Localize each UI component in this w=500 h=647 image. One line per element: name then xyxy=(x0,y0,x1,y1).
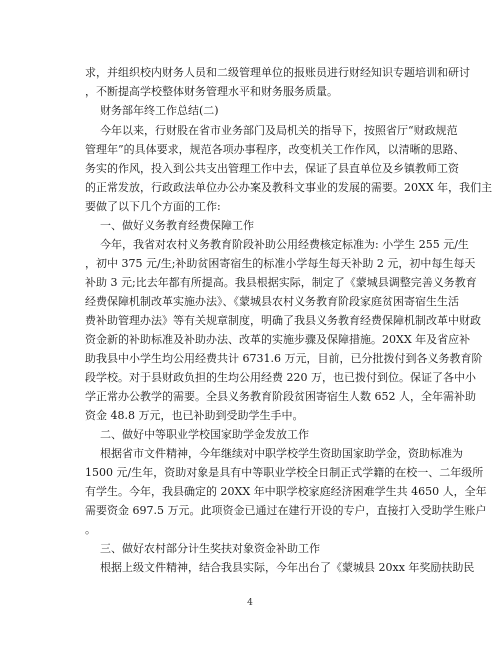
text-line: 。 xyxy=(85,523,96,536)
text-line: 要做了以下几个方面的工作: xyxy=(85,200,221,213)
text-line: 补助 3 元;比去年都有所提高。我县根据实际，制定了《蒙城县调整完善义务教育 xyxy=(85,276,477,289)
text-line: 学正常办公教学的需要。全县义务教育阶段贫困寄宿生人数 652 人，全年需补助 xyxy=(85,390,476,403)
text-line: 的正常发放，行政政法单位办公办案及教科文事业的发展的需要。20XX 年，我们主 xyxy=(85,181,493,194)
section-title: 财务部年终工作总结(二) xyxy=(100,104,219,117)
text-line: 今年以来，行财股在省市业务部门及局机关的指导下，按照省厅“财政规范 xyxy=(100,124,458,137)
subheading: 一、做好义务教育经费保障工作 xyxy=(100,219,254,232)
text-line: 资金 48.8 万元，也已补助到受助学生手中。 xyxy=(85,409,304,422)
text-line: 1500 元/生年，资助对象是具有中等职业学校全日制正式学籍的在校一、二年级所 xyxy=(85,466,484,479)
text-line: 助我县中小学生均公用经费共计 6731.6 万元，目前，已分批拨付到各义务教育阶 xyxy=(85,352,483,365)
text-line: 段学校。对于县财政负担的生均公用经费 220 万，也已拨付到位。保证了各中小 xyxy=(85,371,476,384)
text-line: 务实的作风，投入到公共支出管理工作中去，保证了县直单位及乡镇教师工资 xyxy=(85,162,459,175)
text-line: ，初中 375 元/生;补助贫困寄宿生的标准小学每生每天补助 2 元，初中每生每天 xyxy=(85,257,476,270)
text-line: 今年，我省对农村义务教育阶段补助公用经费核定标准为: 小学生 255 元/生 xyxy=(100,238,469,251)
text-line: ，不断提高学校整体财务管理水平和财务服务质量。 xyxy=(85,85,338,98)
text-line: 费补助管理办法》等有关规章制度，明确了我县义务教育经费保障机制改革中财政 xyxy=(85,314,481,327)
text-line: 根据省市文件精神，今年继续对中职学校学生资助国家助学金，资助标准为 xyxy=(100,447,463,460)
page-number: 4 xyxy=(247,598,253,608)
text-line: 有学生。今年，我县确定的 20XX 年中职学校家庭经济困难学生共 4650 人，全年 xyxy=(85,485,487,498)
text-line: 求，并组织校内财务人员和二级管理单位的报账员进行财经知识专题培训和研讨 xyxy=(85,66,470,79)
subheading: 二、做好中等职业学校国家助学金发放工作 xyxy=(100,428,309,441)
text-line: 根据上级文件精神，结合我县实际，今年出台了《蒙城县 20xx 年奖励扶助民 xyxy=(100,561,475,574)
subheading: 三、做好农村部分计生奖扶对象资金补助工作 xyxy=(100,542,320,555)
text-line: 资金新的补助标准及补助办法、改革的实施步骤及保障措施。20XX 年及省应补 xyxy=(85,333,471,346)
text-line: 经费保障机制改革实施办法》、《蒙城县农村义务教育阶段家庭贫困寄宿生生活 xyxy=(85,295,459,308)
text-line: 需要资金 697.5 万元。此项资金已通过在建行开设的专户，直接打入受助学生账户 xyxy=(85,504,487,517)
text-line: 管理年”的具体要求，规范各项办事程序，改变机关工作作风，以清晰的思路、 xyxy=(85,143,465,156)
